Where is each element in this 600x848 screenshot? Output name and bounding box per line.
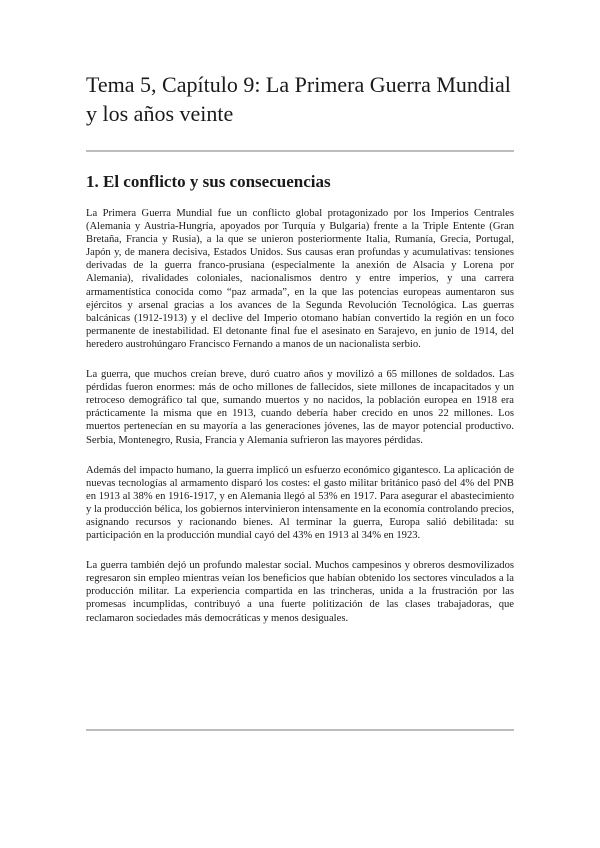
- section-heading: 1. El conflicto y sus consecuencias: [86, 172, 331, 191]
- paragraph-causes: La Primera Guerra Mundial fue un conflicto global protagonizado por los Imperios Centrales (Alemania y Austria-Hungría, apoyados por Turquía y Bulgaria) frente a la Triple Entente (Gran Bretaña, Francia y Rusia), a la que se unieron posteriormente Italia, Rumanía, Grecia, Portugal, Japón y, de manera decisiva, Estados Unidos. Sus causas eran profundas y acumulativas: tensiones derivadas de la guerra franco-prusiana (especialmente la anexión de Alsacia y Lorena por Alemania), rivalidades coloniales, nacionalismos dentro y entre imperios, y una carrera armamentística conocida como “paz armada”, en la que las potencias europeas aumentaron sus ejércitos y arsenal gracias a los avances de la Segunda Revolución Tecnológica. Las guerras balcánicas (1912-1913) y el declive del Imperio otomano habían convertido la región en un foco permanente de inestabilidad. El detonante final fue el asesinato en Sarajevo, en junio de 1914, del heredero austrohúngaro Francisco Fernando a manos de un nacionalista serbio.: [86, 208, 514, 350]
- paragraph-casualties: La guerra, que muchos creían breve, duró cuatro años y movilizó a 65 millones de soldados. Las pérdidas fueron enormes: más de ocho millones de fallecidos, siete millones de incapacitados y un retroceso demográfico tal que, sumando muertos y no nacidos, la población europea en 1918 era prácticamente la misma que en 1913, cuando debería haber crecido en unos 22 millones. Los muertos pertenecían en su mayoría a las generaciones jóvenes, las de mayor potencial productivo. Serbia, Montenegro, Rusia, Francia y Alemania sufrieron las mayores pérdidas.: [86, 369, 514, 446]
- paragraph-economy: Además del impacto humano, la guerra implicó un esfuerzo económico gigantesco. La aplicación de nuevas tecnologías al armamento disparó los costes: el gasto militar británico pasó del 4% del PNB en 1913 al 38% en 1916-1917, y en Alemania llegó al 53% en 1917. Para asegurar el abastecimiento y la producción bélica, los gobiernos intervinieron intensamente en la economía controlando precios, asignando recursos y racionando bienes. Al terminar la guerra, Europa salió debilitada: su participación en la producción mundial cayó del 43% en 1913 al 34% en 1923.: [86, 464, 514, 542]
- paragraph-social: La guerra también dejó un profundo malestar social. Muchos campesinos y obreros desmovilizados regresaron sin empleo mientras veían los beneficios que habían obtenido los sectores vinculados a la producción militar. La experiencia compartida en las trincheras, unida a la frustración por las promesas incumplidas, contribuyó a una fuerte politización de las clases trabajadoras, que reclamaron sociedades más democráticas y menos desiguales.: [86, 560, 514, 624]
- section-body: [86, 207, 514, 642]
- page-title: Tema 5, Capítulo 9: La Primera Guerra Mundial y los años veinte: [86, 72, 511, 126]
- bottom-divider: [86, 729, 514, 731]
- title-divider: [86, 150, 514, 152]
